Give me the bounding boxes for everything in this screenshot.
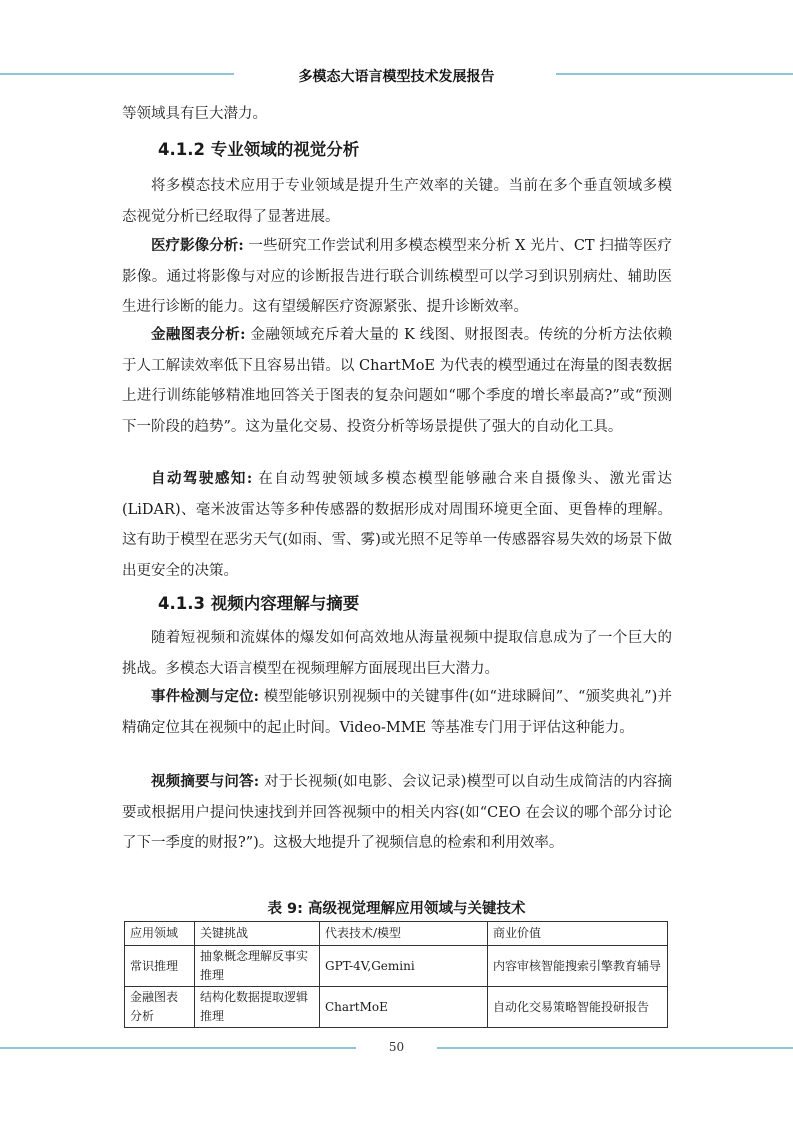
lead-finance: 金融图表分析: (151, 326, 246, 343)
table-header-cell: 商业价值 (488, 922, 668, 946)
section-heading-4-1-2: 4.1.2 专业领域的视觉分析 (158, 140, 360, 159)
page-number: 50 (388, 1040, 405, 1054)
table-row (125, 987, 668, 1028)
table-header-cell: 关键挑战 (195, 922, 320, 946)
section-4-1-2-intro: 将多模态技术应用于专业领域是提升生产效率的关键。当前在多个垂直领域多模态视觉分析已经取得了显著进展。 (122, 178, 672, 225)
table-caption: 表 9: 高级视觉理解应用领域与关键技术 (267, 901, 526, 917)
section-4-1-3-intro: 随着短视频和流媒体的爆发如何高效地从海量视频中提取信息成为了一个巨大的挑战。多模态大语言模型在视频理解方面展现出巨大潜力。 (122, 630, 672, 677)
intro-tail: 等领域具有巨大潜力。 (122, 106, 267, 122)
lead-medical: 医疗影像分析: (151, 237, 244, 254)
table-cell: GPT-4V,Gemini (320, 946, 488, 987)
table-header-cell: 代表技术/模型 (320, 922, 488, 946)
lead-summary: 视频摘要与问答: (151, 773, 260, 790)
text-driving: 在自动驾驶领域多模态模型能够融合来自摄像头、激光雷达(LiDAR)、毫米波雷达等多种传感器的数据形成对周围环境更全面、更鲁棒的理解。这有助于模型在恶劣天气(如雨、雪、雾)或光照不足等单一传感器容易失效的场景下做出更安全的决策。 (122, 471, 672, 579)
application-table (124, 921, 668, 1028)
paragraph-medical-imaging (122, 231, 672, 323)
lead-driving: 自动驾驶感知: (151, 470, 253, 487)
text-finance: 金融领域充斥着大量的 K 线图、财报图表。传统的分析方法依赖于人工解读效率低下且容易出错。以 ChartMoE 为代表的模型通过在海量的图表数据上进行训练能够精准地回答关于图表的复杂问题如“哪个季度的增长率最高?”或“预测下一阶段的趋势”。这为量化交易、投资分析等场景提供了强大的自动化工具。 (122, 327, 672, 435)
table-cell: ChartMoE (320, 987, 488, 1028)
text-summary: 对于长视频(如电影、会议记录)模型可以自动生成简洁的内容摘要或根据用户提问快速找到并回答视频中的相关内容(如“CEO 在会议的哪个部分讨论了下一季度的财报?”)。这极大地提升了视频信息的检索和利用效率。 (122, 774, 673, 851)
paragraph-event-detection (122, 682, 672, 743)
table-cell: 金融图表分析 (125, 987, 195, 1028)
table-cell: 常识推理 (125, 946, 195, 987)
text-medical: 一些研究工作尝试利用多模态模型来分析 X 光片、CT 扫描等医疗影像。通过将影像与对应的诊断报告进行联合训练模型可以学习到识别病灶、辅助医生进行诊断的能力。这有望缓解医疗资源紧张、提升诊断效率。 (122, 238, 672, 315)
table-row (125, 946, 668, 987)
table-cell: 抽象概念理解反事实推理 (195, 946, 320, 987)
section-heading-4-1-3: 4.1.3 视频内容理解与摘要 (158, 594, 360, 613)
table-header-row (125, 922, 668, 946)
paragraph-finance-charts (122, 320, 672, 442)
table-header-cell: 应用领域 (125, 922, 195, 946)
running-title: 多模态大语言模型技术发展报告 (298, 69, 495, 85)
table-cell: 内容审核智能搜索引擎教育辅导 (488, 946, 668, 987)
lead-event: 事件检测与定位: (151, 688, 259, 705)
paragraph-autonomous-driving (122, 464, 672, 586)
text-event: 模型能够识别视频中的关键事件(如“进球瞬间”、“颁奖典礼”)并精确定位其在视频中的起止时间。Video-MME 等基准专门用于评估这种能力。 (122, 689, 672, 736)
table-cell: 自动化交易策略智能投研报告 (488, 987, 668, 1028)
paragraph-video-summary (122, 767, 672, 859)
table-cell: 结构化数据提取逻辑推理 (195, 987, 320, 1028)
